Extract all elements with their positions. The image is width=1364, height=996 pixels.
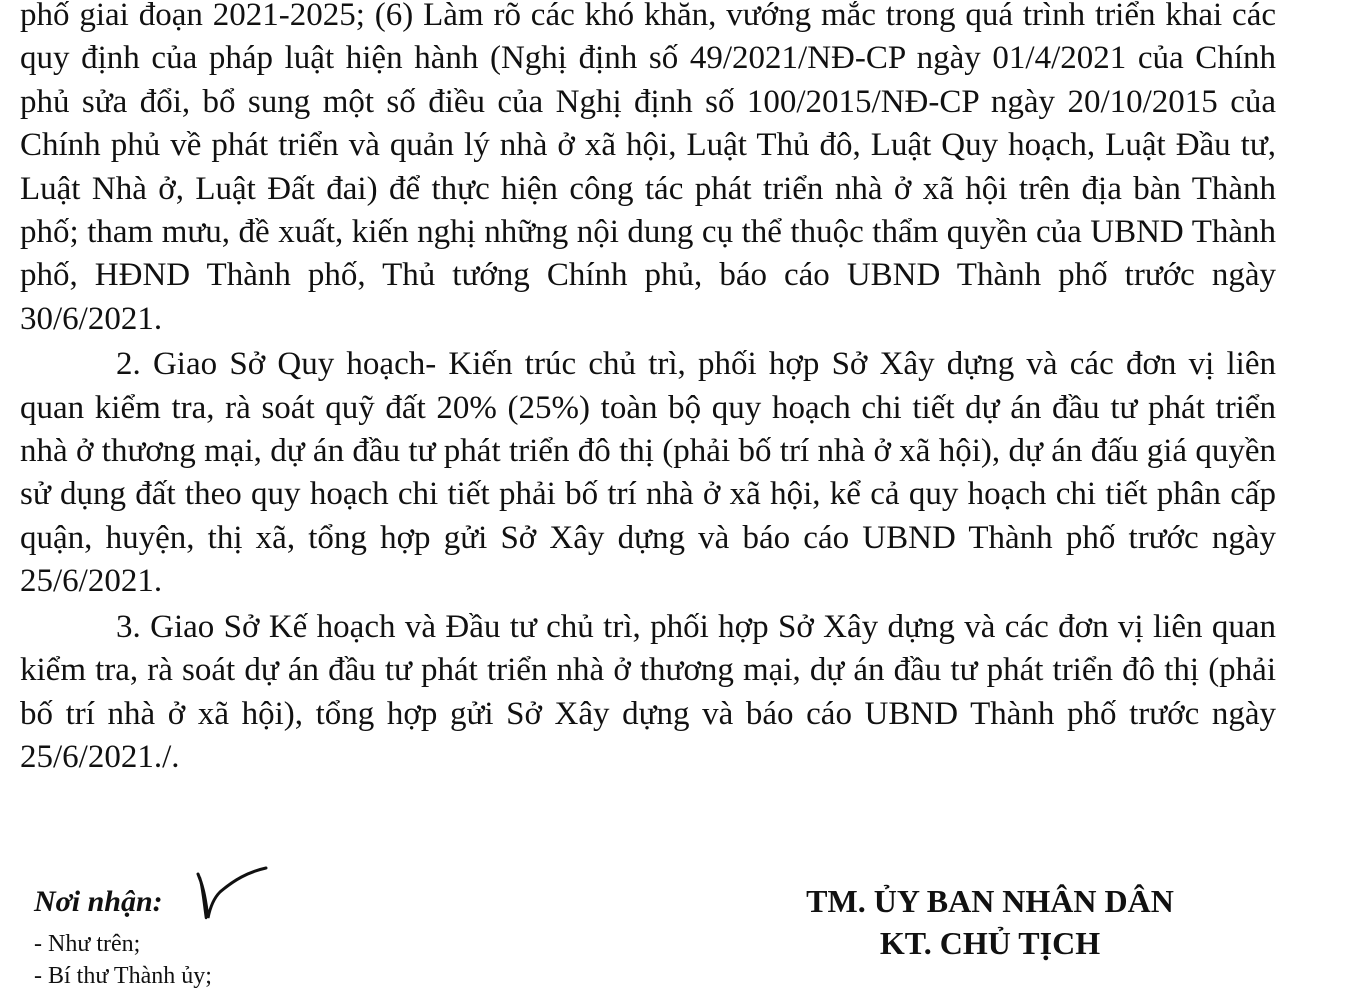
body-paragraph-intro: phố giai đoạn 2021-2025; (6) Làm rõ các khó khăn, vướng mắc trong quá trình triển khai các quy định của pháp luật hiện hành (Nghị định số 49/2021/NĐ-CP ngày 01/4/2021 của Chính phủ sửa đổi, bổ sung một số điều của Nghị định số 100/2015/NĐ-CP ngày 20/10/2015 của Chính phủ về phát triển và quản lý nhà ở xã hội, Luật Thủ đô, Luật Quy hoạch, Luật Đầu tư, Luật Nhà ở, Luật Đất đai) để thực hiện công tác phát triển nhà ở xã hội trên địa bàn Thành phố; tham mưu, đề xuất, kiến nghị những nội dung cụ thể thuộc thẩm quyền của UBND Thành phố, HĐND Thành phố, Thủ tướng Chính phủ, báo cáo UBND Thành phố trước ngày 30/6/2021. — [20, 0, 1276, 337]
document-footer — [0, 880, 1364, 989]
body-paragraph-item-3: 3. Giao Sở Kế hoạch và Đầu tư chủ trì, phối hợp Sở Xây dựng và các đơn vị liên quan kiểm tra, rà soát dự án đầu tư phát triển nhà ở thương mại, dự án đầu tư phát triển đô thị (phải bố trí nhà ở xã hội), tổng hợp gửi Sở Xây dựng và báo cáo UBND Thành phố trước ngày 25/6/2021./. — [20, 608, 1276, 775]
recipient-item: - Như trên; — [34, 931, 141, 957]
recipients-title: Nơi nhận: — [34, 885, 163, 918]
signer-subtitle: KT. CHỦ TỊCH — [879, 925, 1101, 961]
document-body — [20, 0, 1276, 779]
handwritten-initial-mark — [184, 868, 274, 938]
recipients-block — [34, 880, 212, 996]
signer-title: TM. ỦY BAN NHÂN DÂN — [806, 883, 1174, 919]
body-paragraph-item-2: 2. Giao Sở Quy hoạch- Kiến trúc chủ trì, phối hợp Sở Xây dựng và các đơn vị liên quan kiểm tra, rà soát quỹ đất 20% (25%) toàn bộ quy hoạch chi tiết dự án đầu tư phát triển nhà ở thương mại, dự án đầu tư phát triển đô thị (phải bố trí nhà ở xã hội), dự án đấu giá quyền sử dụng đất theo quy hoạch chi tiết phải bố trí nhà ở xã hội, kể cả quy hoạch chi tiết phân cấp quận, huyện, thị xã, tổng hợp gửi Sở Xây dựng và báo cáo UBND Thành phố trước ngày 25/6/2021. — [20, 346, 1276, 600]
recipient-item: - Bí thư Thành ủy; — [34, 963, 212, 989]
signer-block — [790, 880, 1190, 964]
